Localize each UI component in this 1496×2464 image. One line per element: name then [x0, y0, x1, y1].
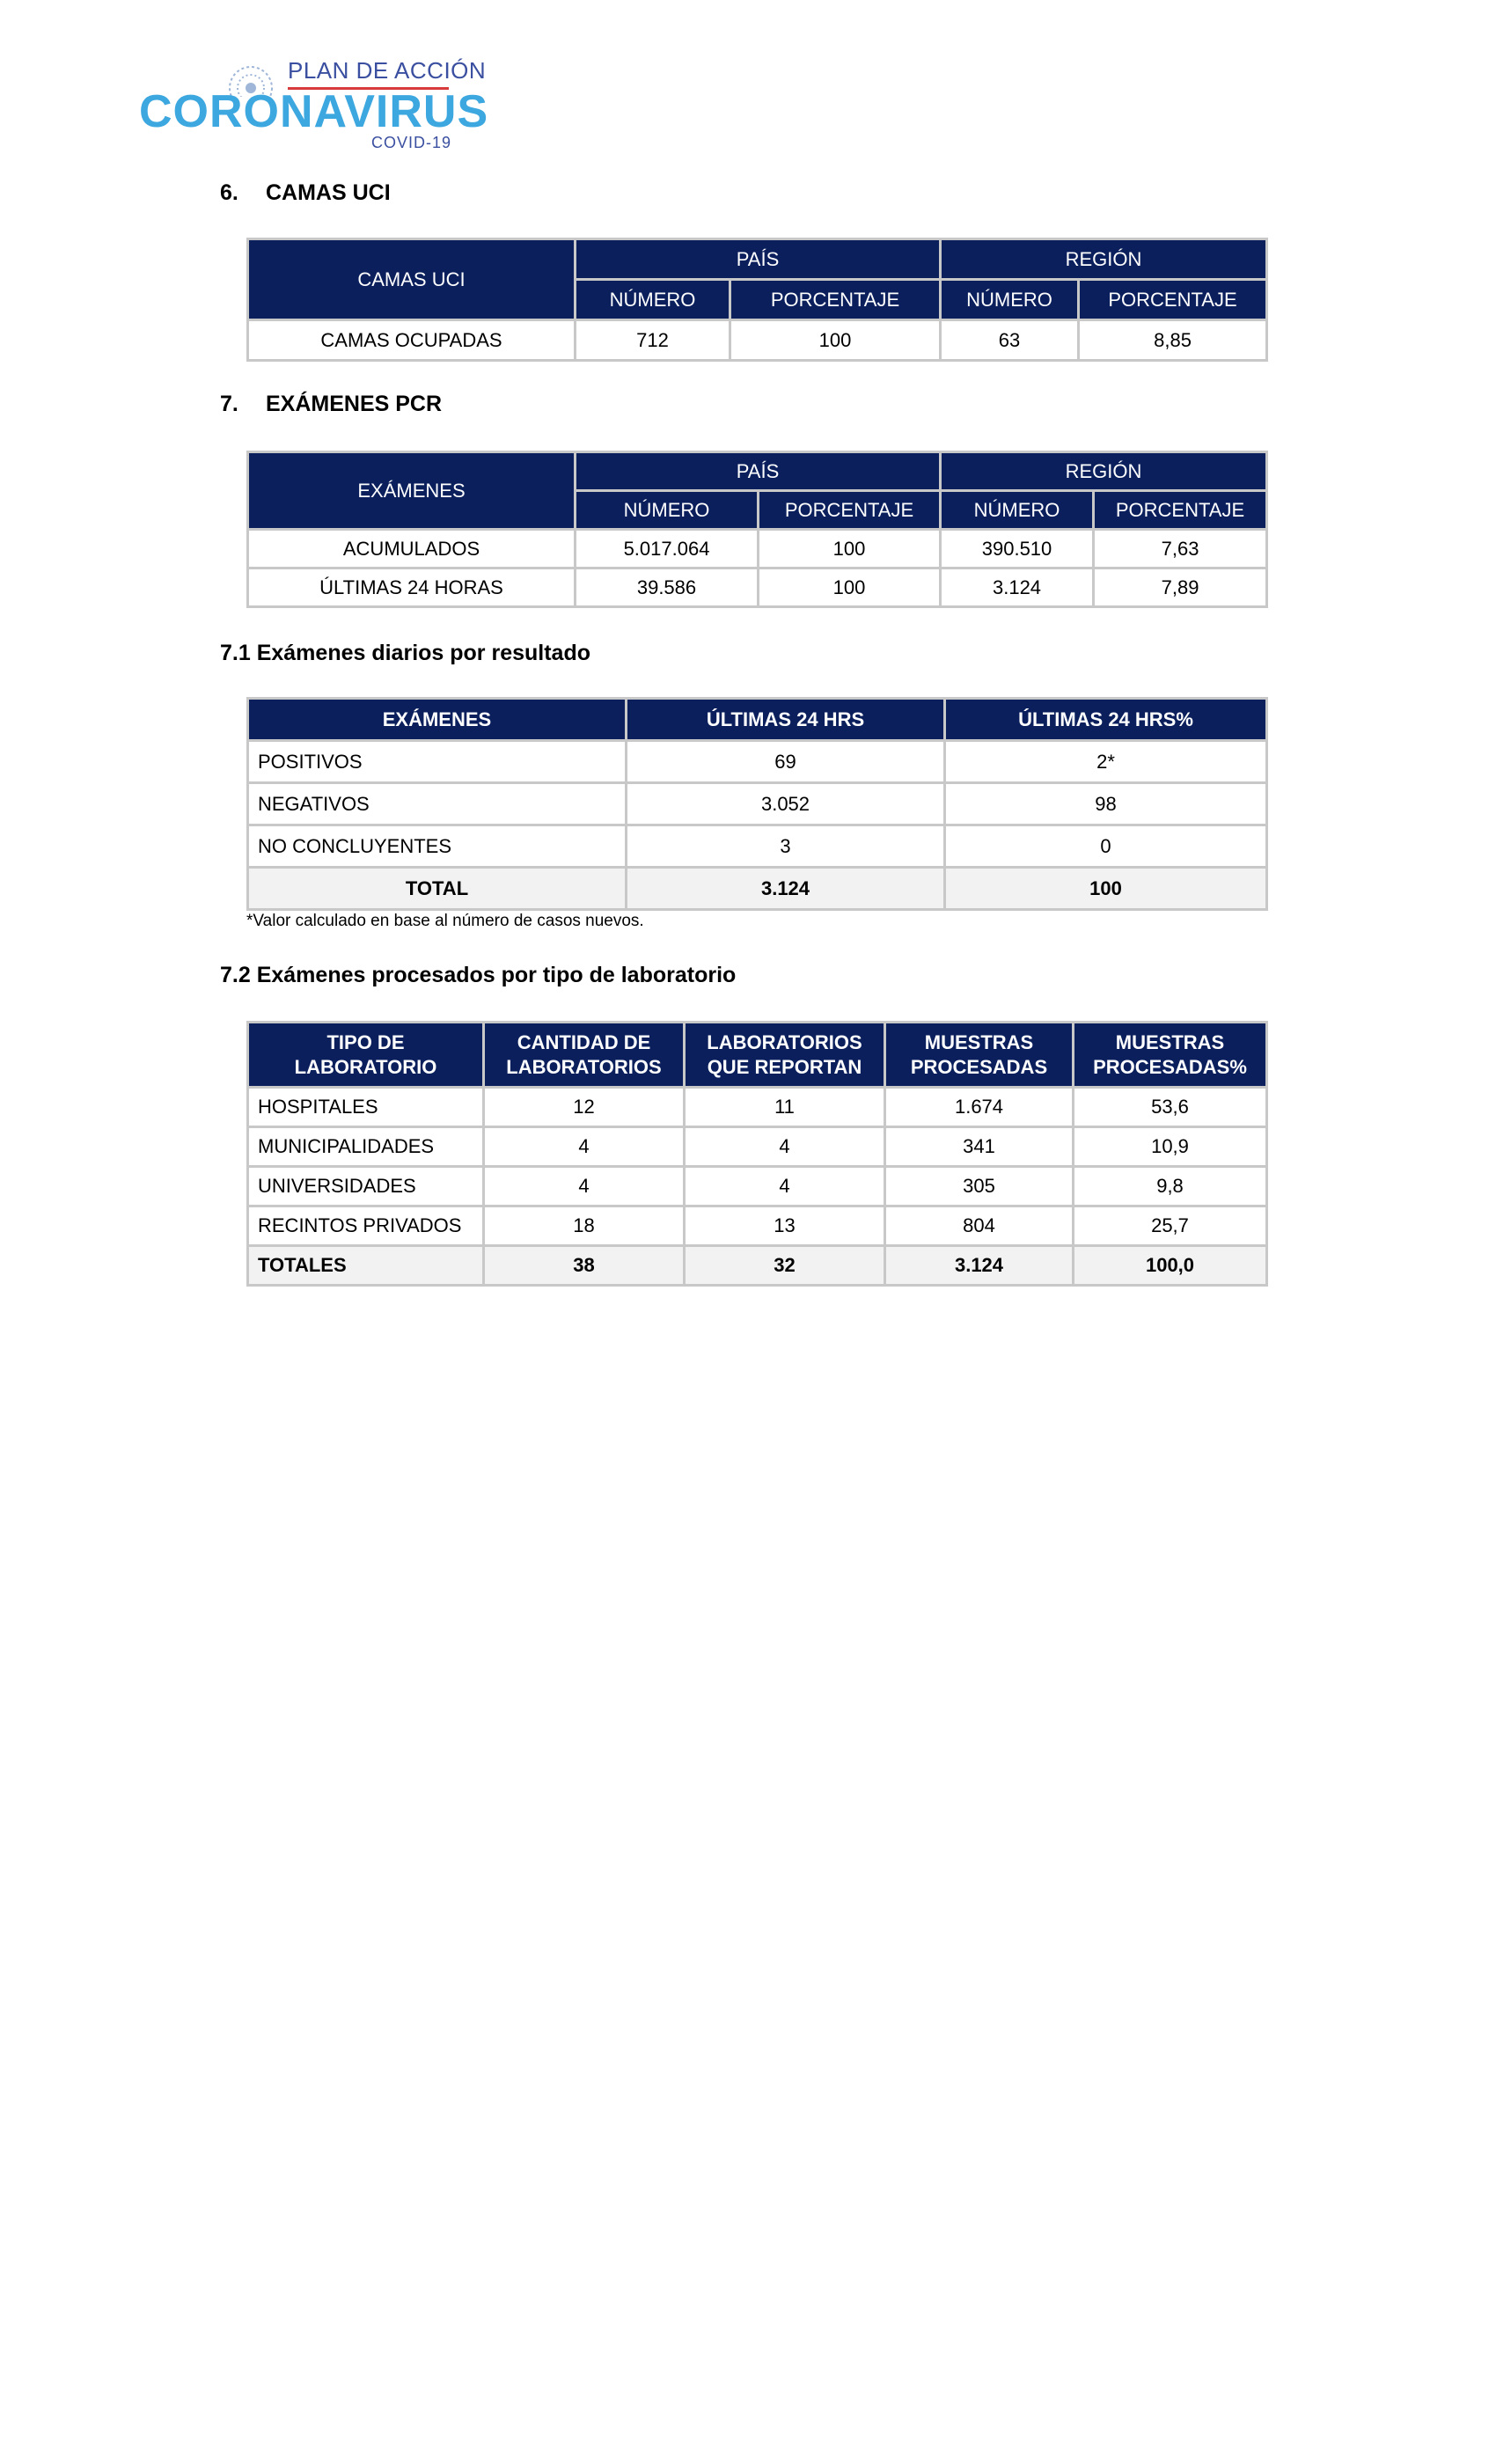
table-header: MUESTRAS PROCESADAS: [885, 1023, 1074, 1088]
table-cell: 2*: [945, 741, 1267, 783]
table-cell: 4: [484, 1127, 685, 1167]
table-cell: 3.124: [941, 568, 1094, 607]
table-row: [248, 1206, 1267, 1246]
table-subheader: PORCENTAJE: [1079, 280, 1267, 320]
table-cell: 7,89: [1094, 568, 1267, 607]
table-total-row: [248, 868, 1267, 910]
table-cell: 3.052: [627, 783, 945, 825]
section-7-2-heading: 7.2 Exámenes procesados por tipo de laboratorio: [220, 963, 737, 987]
table-row: [248, 568, 1267, 607]
table-row: [248, 530, 1267, 568]
table-header: ÚLTIMAS 24 HRS: [627, 699, 945, 741]
table-cell: 8,85: [1079, 320, 1267, 361]
table-subheader: PORCENTAJE: [759, 491, 941, 530]
table-cell: 63: [941, 320, 1079, 361]
table-row: [248, 783, 1267, 825]
table-header: LABORATORIOS QUE REPORTAN: [685, 1023, 885, 1088]
table-row: [248, 1167, 1267, 1206]
table-cell: 4: [685, 1127, 885, 1167]
table-header: EXÁMENES: [248, 452, 576, 530]
section-7-1-heading: 7.1 Exámenes diarios por resultado: [220, 641, 590, 665]
logo: [132, 48, 489, 154]
section-7-heading: [220, 392, 442, 417]
section-7-number: 7.: [220, 392, 238, 416]
logo-coronavirus-text: CORONAVIRUS: [139, 86, 489, 137]
table-cell: ACUMULADOS: [248, 530, 576, 568]
table-cell: 98: [945, 783, 1267, 825]
table-subheader: NÚMERO: [941, 280, 1079, 320]
table-header: CAMAS UCI: [248, 239, 576, 320]
table-cell: TOTAL: [248, 868, 627, 910]
table-cell: 11: [685, 1088, 885, 1127]
table-cell: 100: [759, 530, 941, 568]
table-subheader: NÚMERO: [576, 491, 759, 530]
table-row: [248, 825, 1267, 868]
table-cell: POSITIVOS: [248, 741, 627, 783]
table-cell: 4: [484, 1167, 685, 1206]
table-cell: 100: [730, 320, 941, 361]
table-row: [248, 1127, 1267, 1167]
table-cell: 100: [945, 868, 1267, 910]
table-cell: 712: [576, 320, 730, 361]
table-cell: 38: [484, 1246, 685, 1286]
table-cell: MUNICIPALIDADES: [248, 1127, 484, 1167]
table-cell: 7,63: [1094, 530, 1267, 568]
table-header: ÚLTIMAS 24 HRS%: [945, 699, 1267, 741]
table-cell: NEGATIVOS: [248, 783, 627, 825]
table-cell: ÚLTIMAS 24 HORAS: [248, 568, 576, 607]
table-cell: CAMAS OCUPADAS: [248, 320, 576, 361]
camas-uci-table: [246, 238, 1268, 362]
examenes-diarios-table: [246, 697, 1268, 911]
table-header: TIPO DE LABORATORIO: [248, 1023, 484, 1088]
table-cell: 3: [627, 825, 945, 868]
table-row: [248, 741, 1267, 783]
table-cell: 390.510: [941, 530, 1094, 568]
table-cell: 341: [885, 1127, 1074, 1167]
section-6-title: CAMAS UCI: [266, 180, 391, 205]
table-header-group-region: REGIÓN: [941, 452, 1267, 491]
table-cell: 1.674: [885, 1088, 1074, 1127]
table-cell: 9,8: [1074, 1167, 1267, 1206]
table-header: MUESTRAS PROCESADAS%: [1074, 1023, 1267, 1088]
table-cell: 69: [627, 741, 945, 783]
table-header-group-pais: PAÍS: [576, 452, 941, 491]
table-cell: 32: [685, 1246, 885, 1286]
table-cell: 25,7: [1074, 1206, 1267, 1246]
section-6-heading: [220, 180, 391, 206]
examenes-pcr-table: [246, 451, 1268, 608]
table-cell: 12: [484, 1088, 685, 1127]
table-subheader: PORCENTAJE: [1094, 491, 1267, 530]
footnote: *Valor calculado en base al número de casos nuevos.: [246, 912, 644, 930]
table-cell: HOSPITALES: [248, 1088, 484, 1127]
table-subheader: NÚMERO: [576, 280, 730, 320]
table-cell: NO CONCLUYENTES: [248, 825, 627, 868]
table-cell: RECINTOS PRIVADOS: [248, 1206, 484, 1246]
logo-plan-text: PLAN DE ACCIÓN: [288, 57, 487, 84]
table-cell: 5.017.064: [576, 530, 759, 568]
table-cell: 53,6: [1074, 1088, 1267, 1127]
section-6-number: 6.: [220, 180, 238, 205]
table-cell: 18: [484, 1206, 685, 1246]
table-cell: 3.124: [627, 868, 945, 910]
logo-covid-text: COVID-19: [371, 134, 452, 151]
table-header: CANTIDAD DE LABORATORIOS: [484, 1023, 685, 1088]
table-header: EXÁMENES: [248, 699, 627, 741]
table-cell: 13: [685, 1206, 885, 1246]
table-cell: 0: [945, 825, 1267, 868]
table-cell: 100,0: [1074, 1246, 1267, 1286]
table-cell: 804: [885, 1206, 1074, 1246]
table-subheader: PORCENTAJE: [730, 280, 941, 320]
table-cell: 10,9: [1074, 1127, 1267, 1167]
table-row: [248, 1088, 1267, 1127]
table-header-group-pais: PAÍS: [576, 239, 941, 280]
table-header-group-region: REGIÓN: [941, 239, 1267, 280]
table-cell: UNIVERSIDADES: [248, 1167, 484, 1206]
table-cell: 3.124: [885, 1246, 1074, 1286]
table-cell: 100: [759, 568, 941, 607]
table-cell: 4: [685, 1167, 885, 1206]
table-cell: TOTALES: [248, 1246, 484, 1286]
table-cell: 39.586: [576, 568, 759, 607]
table-cell: 305: [885, 1167, 1074, 1206]
examenes-laboratorio-table: [246, 1021, 1268, 1287]
table-total-row: [248, 1246, 1267, 1286]
table-subheader: NÚMERO: [941, 491, 1094, 530]
section-7-title: EXÁMENES PCR: [266, 392, 443, 416]
table-row: [248, 320, 1267, 361]
